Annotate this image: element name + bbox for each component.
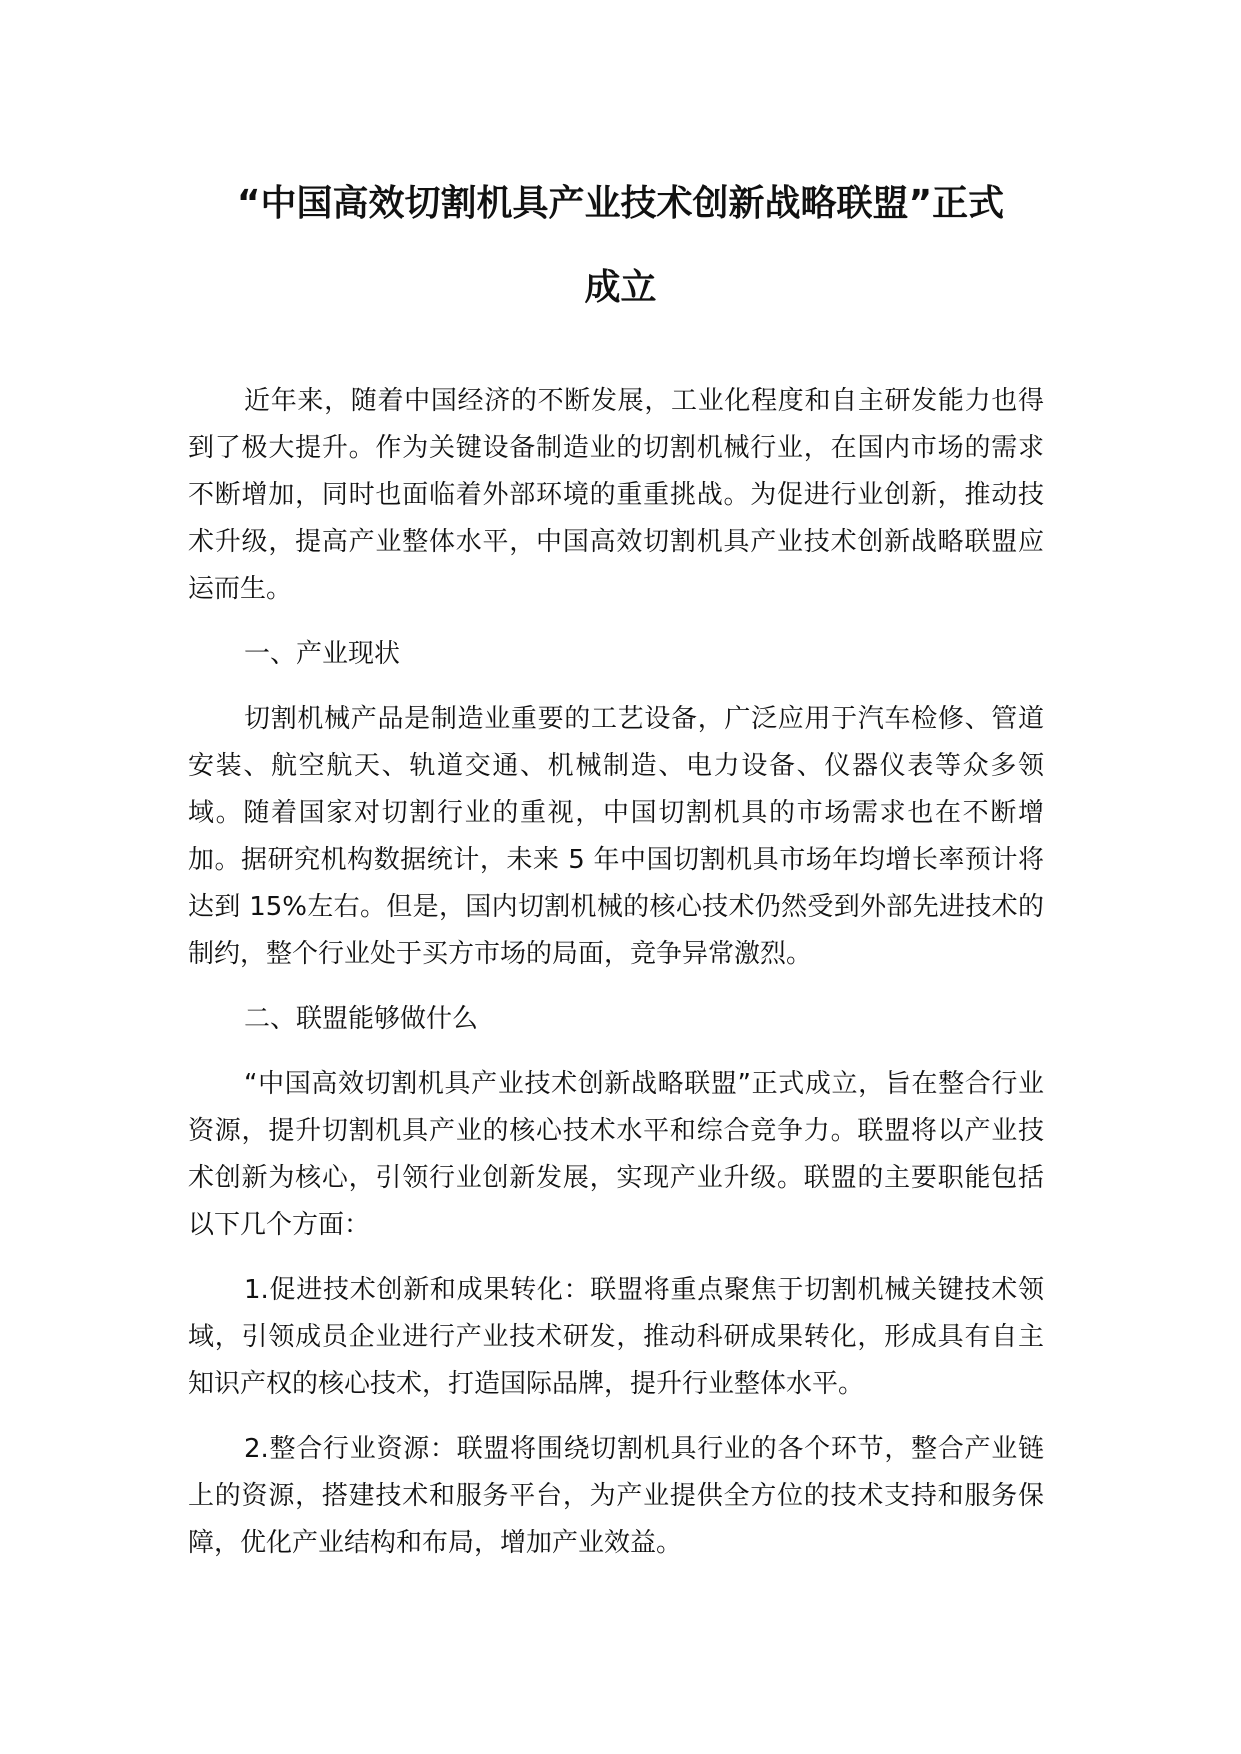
alliance-role-paragraph: “中国高效切割机具产业技术创新战略联盟”正式成立，旨在整合行业资源，提升切割机具产业的核心技术水平和综合竞争力。联盟将以产业技术创新为核心，引领行业创新发展，实现产业升级。联盟的主要职能包括以下几个方面： [188, 1069, 1044, 1240]
section-heading-industry-status: 一、产业现状 [244, 639, 401, 669]
document-body [188, 378, 1044, 1585]
function-item-2: 2.整合行业资源：联盟将围绕切割机具行业的各个环节，整合产业链上的资源，搭建技术和服务平台，为产业提供全方位的技术支持和服务保障，优化产业结构和布局，增加产业效益。 [188, 1434, 1044, 1558]
intro-paragraph: 近年来，随着中国经济的不断发展，工业化程度和自主研发能力也得到了极大提升。作为关键设备制造业的切割机械行业，在国内市场的需求不断增加，同时也面临着外部环境的重重挑战。为促进行业创新，推动技术升级，提高产业整体水平，中国高效切割机具产业技术创新战略联盟应运而生。 [188, 386, 1044, 604]
document-title-line-1: “中国高效切割机具产业技术创新战略联盟”正式 [236, 183, 1005, 224]
section-heading-alliance-role: 二、联盟能够做什么 [244, 1004, 479, 1034]
document-title-line-2: 成立 [584, 267, 657, 308]
function-item-1: 1.促进技术创新和成果转化：联盟将重点聚焦于切割机械关键技术领域，引领成员企业进行产业技术研发，推动科研成果转化，形成具有自主知识产权的核心技术，打造国际品牌，提升行业整体水平。 [188, 1275, 1044, 1399]
industry-status-paragraph: 切割机械产品是制造业重要的工艺设备，广泛应用于汽车检修、管道安装、航空航天、轨道交通、机械制造、电力设备、仪器仪表等众多领域。随着国家对切割行业的重视，中国切割机具的市场需求也在不断增加。据研究机构数据统计，未来 5 年中国切割机具市场年均增长率预计将达到 15%左右。但是，国内切割机械的核心技术仍然受到外部先进技术的制约，整个行业处于买方市场的局面，竞争异常激烈。 [188, 704, 1044, 969]
